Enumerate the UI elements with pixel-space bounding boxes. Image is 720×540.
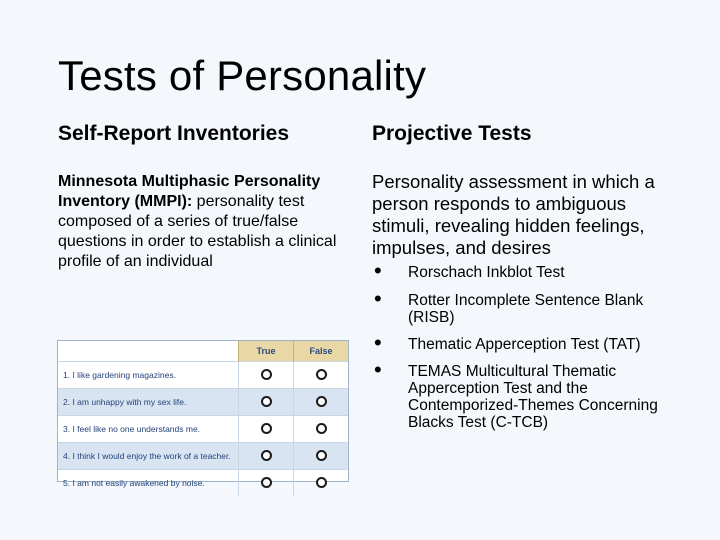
table-row [58, 362, 348, 389]
list-item: • Rotter Incomplete Sentence Blank (RISB) [374, 286, 644, 326]
self-report-heading: Self-Report Inventories [58, 122, 290, 145]
table-row [58, 389, 348, 416]
bullet-icon: • [374, 357, 382, 382]
projective-heading: Projective Tests [372, 122, 532, 145]
true-radio[interactable] [261, 423, 272, 434]
projective-test-list [372, 258, 672, 441]
list-item: • Rorschach Inkblot Test [374, 258, 565, 283]
table-corner [58, 341, 239, 362]
bullet-icon: • [374, 286, 382, 311]
false-radio[interactable] [316, 396, 327, 407]
mmpi-sample-table [57, 340, 349, 488]
true-radio[interactable] [261, 450, 272, 461]
mmpi-definition: personality test composed of a series of true/false questions in order to establish a clinical profile of an individual [58, 193, 337, 270]
list-item: • Thematic Apperception Test (TAT) [374, 330, 641, 355]
false-radio[interactable] [316, 369, 327, 380]
projective-definition: Personality assessment in which a person responds to ambiguous stimuli, revealing hidden feelings, impulses, and desires [372, 171, 655, 258]
true-column-header: True [239, 341, 294, 362]
list-item: • TEMAS Multicultural Thematic Apperception Test and the Contemporized-Themes Concerning Blacks Test (C-TCB) [374, 357, 658, 431]
bullet-icon: • [374, 258, 382, 283]
mmpi-term: Minnesota Multiphasic Personality Inventory (MMPI): [58, 173, 321, 210]
question-text: 3. I feel like no one understands me. [58, 416, 239, 443]
false-column-header: False [294, 341, 349, 362]
true-radio[interactable] [261, 396, 272, 407]
slide-title: Tests of Personality [58, 52, 427, 99]
false-radio[interactable] [316, 423, 327, 434]
table-row [58, 443, 348, 470]
true-radio[interactable] [261, 369, 272, 380]
question-text: 2. I am unhappy with my sex life. [58, 389, 239, 416]
question-text: 4. I think I would enjoy the work of a teacher. [58, 443, 239, 470]
mmpi-description [58, 172, 348, 272]
question-text: 5. I am not easily awakened by noise. [58, 470, 239, 497]
true-radio[interactable] [261, 477, 272, 488]
false-radio[interactable] [316, 477, 327, 488]
bullet-icon: • [374, 330, 382, 355]
question-text: 1. I like gardening magazines. [58, 362, 239, 389]
table-row [58, 416, 348, 443]
false-radio[interactable] [316, 450, 327, 461]
table-row [58, 470, 348, 497]
